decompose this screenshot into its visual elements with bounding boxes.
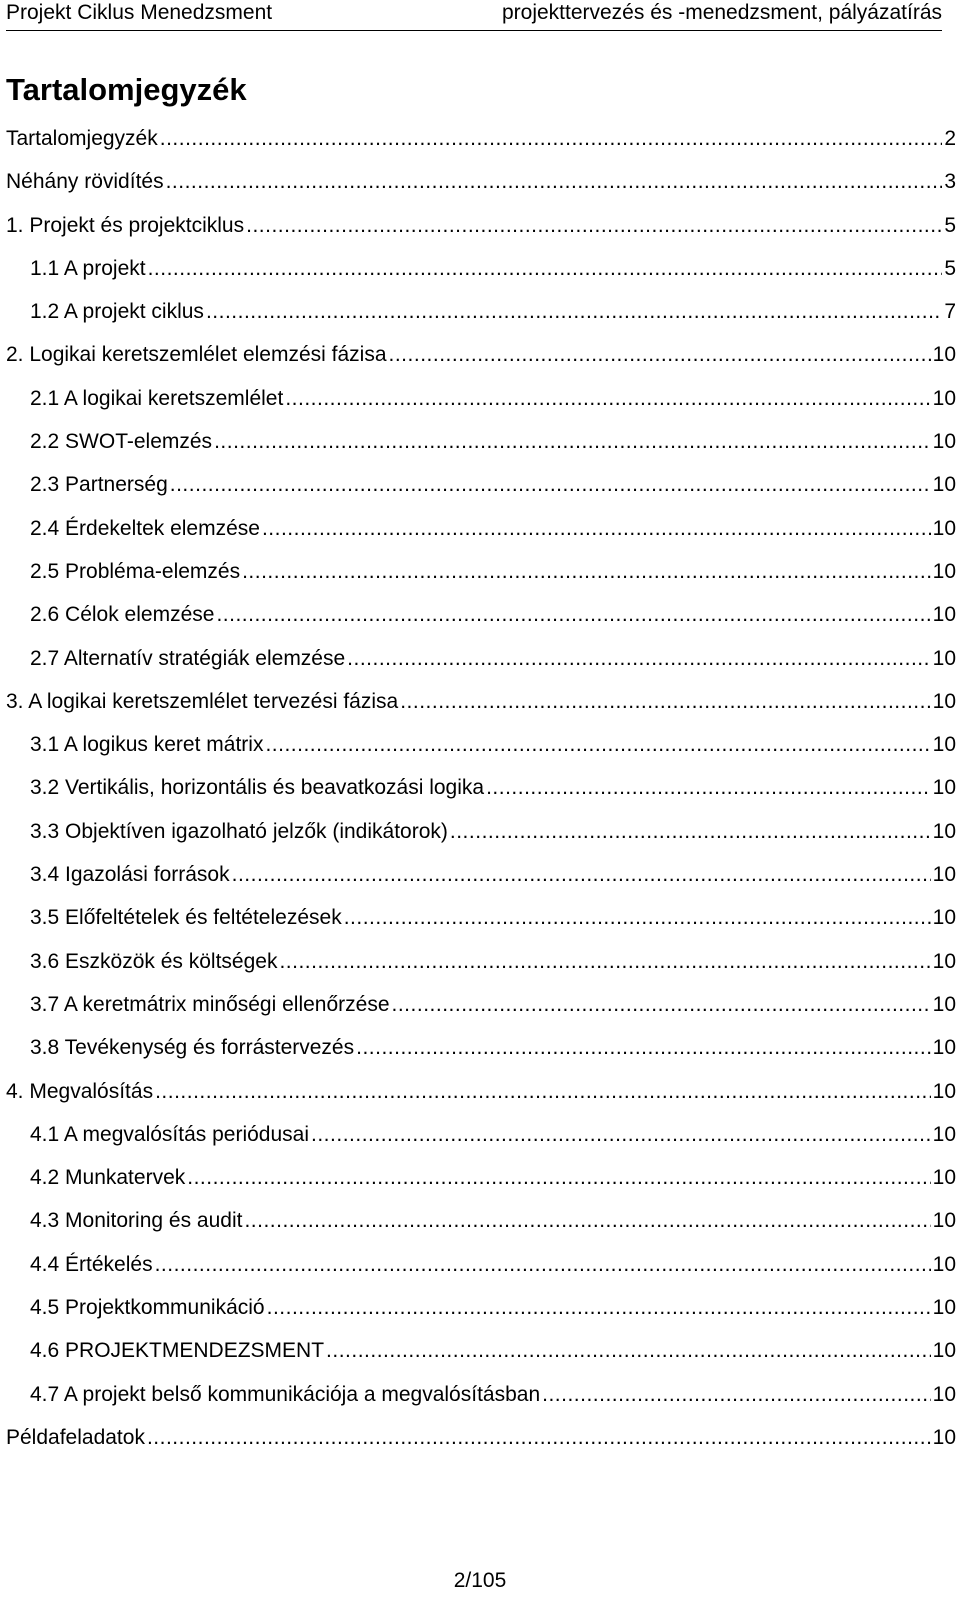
toc-entry[interactable] [6, 730, 956, 773]
toc-entry[interactable] [6, 297, 956, 340]
toc-entry[interactable] [6, 427, 956, 470]
toc-dot-leader [160, 124, 943, 154]
header-document-title: Projekt Ciklus Menedzsment [6, 1, 273, 24]
toc-entry-page: 10 [932, 603, 956, 627]
toc-entry-label: 3.5 Előfeltételek és feltételezések [30, 906, 342, 930]
toc-dot-leader [246, 211, 942, 241]
toc-entry-page: 10 [932, 1122, 956, 1146]
toc-entry[interactable] [6, 600, 956, 643]
toc-entry-page: 10 [932, 559, 956, 583]
toc-dot-leader [389, 340, 931, 370]
toc-entry-label: 3. A logikai keretszemlélet tervezési fázisa [6, 689, 399, 713]
toc-dot-leader [148, 254, 943, 284]
toc-entry-page: 10 [932, 733, 956, 757]
toc-entry-label: 4.1 A megvalósítás periódusai [30, 1122, 310, 1146]
toc-entry-label: 2.1 A logikai keretszemlélet [30, 386, 284, 410]
toc-entry-label: Néhány rövidítés [6, 170, 164, 194]
toc-entry-label: 4.5 Projektkommunikáció [30, 1296, 265, 1320]
toc-entry-page: 10 [932, 689, 956, 713]
toc-entry[interactable] [6, 1163, 956, 1206]
toc-entry-page: 10 [932, 1079, 956, 1103]
toc-dot-leader [187, 1163, 930, 1193]
toc-entry-label: 2. Logikai keretszemlélet elemzési fázisa [6, 343, 387, 367]
toc-dot-leader [206, 297, 942, 327]
toc-entry-page: 10 [932, 906, 956, 930]
toc-dot-leader [450, 817, 931, 847]
toc-entry-page: 7 [944, 300, 956, 324]
toc-entry[interactable] [6, 1250, 956, 1293]
toc-dot-leader [347, 644, 930, 674]
toc-entry[interactable] [6, 1206, 956, 1249]
toc-entry-page: 10 [932, 1209, 956, 1233]
toc-entry[interactable] [6, 384, 956, 427]
toc-entry-label: 3.6 Eszközök és költségek [30, 949, 278, 973]
toc-entry-label: 4.4 Értékelés [30, 1252, 153, 1276]
toc-entry[interactable] [6, 1077, 956, 1120]
toc-entry-page: 10 [932, 430, 956, 454]
toc-entry[interactable] [6, 1380, 956, 1423]
toc-entry[interactable] [6, 687, 956, 730]
toc-dot-leader [326, 1336, 931, 1366]
toc-dot-leader [155, 1250, 931, 1280]
toc-entry-page: 5 [944, 256, 956, 280]
toc-entry-page: 10 [932, 1252, 956, 1276]
toc-entry[interactable] [6, 1336, 956, 1379]
toc-entry-page: 10 [932, 386, 956, 410]
toc-entry-label: 2.2 SWOT-elemzés [30, 430, 213, 454]
toc-entry-page: 10 [932, 949, 956, 973]
toc-entry-label: 2.3 Partnerség [30, 473, 168, 497]
running-header [6, 0, 942, 31]
toc-dot-leader [166, 167, 943, 197]
toc-entry-page: 10 [932, 1166, 956, 1190]
toc-entry[interactable] [6, 254, 956, 297]
toc-entry-page: 10 [932, 1296, 956, 1320]
toc-entry[interactable] [6, 990, 956, 1033]
toc-entry-label: 3.4 Igazolási források [30, 863, 230, 887]
toc-dot-leader [170, 470, 931, 500]
toc-entry[interactable] [6, 644, 956, 687]
toc-entry[interactable] [6, 557, 956, 600]
toc-dot-leader [311, 1120, 931, 1150]
toc-entry-page: 10 [932, 992, 956, 1016]
toc-dot-leader [216, 600, 930, 630]
toc-entry-label: 1.2 A projekt ciklus [30, 300, 204, 324]
toc-entry-label: 3.2 Vertikális, horizontális és beavatkozási logika [30, 776, 485, 800]
toc-entry[interactable] [6, 1120, 956, 1163]
toc-entry[interactable] [6, 124, 956, 167]
toc-dot-leader [392, 990, 931, 1020]
toc-entry-page: 3 [944, 170, 956, 194]
toc-entry-label: 4.3 Monitoring és audit [30, 1209, 243, 1233]
toc-entry[interactable] [6, 947, 956, 990]
toc-entry[interactable] [6, 860, 956, 903]
toc-entry[interactable] [6, 514, 956, 557]
toc-entry-label: 3.7 A keretmátrix minőségi ellenőrzése [30, 992, 390, 1016]
toc-entry-page: 2 [944, 127, 956, 150]
toc-entry-page: 10 [932, 516, 956, 540]
toc-entry-page: 10 [932, 1036, 956, 1060]
toc-entry[interactable] [6, 773, 956, 816]
toc-dot-leader [356, 1033, 931, 1063]
toc-entry-label: 4.6 PROJEKTMENDEZSMENT [30, 1339, 325, 1363]
toc-entry-page: 10 [932, 1382, 956, 1406]
toc-entry[interactable] [6, 1293, 956, 1336]
toc-entry-label: 2.5 Probléma-elemzés [30, 559, 241, 583]
toc-dot-leader [344, 903, 931, 933]
header-document-subtitle: projekttervezés és -menedzsment, pályázatírás [501, 1, 942, 24]
toc-dot-leader [267, 1293, 931, 1323]
toc-entry-label: Példafeladatok [6, 1425, 145, 1449]
toc-entry-page: 10 [932, 1425, 956, 1449]
toc-entry-label: 2.7 Alternatív stratégiák elemzése [30, 646, 346, 670]
toc-entry[interactable] [6, 167, 956, 210]
toc-entry-label: Tartalomjegyzék [6, 127, 158, 150]
toc-entry[interactable] [6, 211, 956, 254]
toc-dot-leader [542, 1380, 931, 1410]
toc-entry-label: 1. Projekt és projektciklus [6, 213, 245, 237]
toc-dot-leader [214, 427, 931, 457]
toc-dot-leader [486, 773, 931, 803]
toc-dot-leader [265, 730, 930, 760]
toc-dot-leader [155, 1077, 931, 1107]
toc-entry-label: 3.3 Objektíven igazolható jelzők (indikátorok) [30, 819, 448, 843]
toc-dot-leader [279, 947, 930, 977]
toc-entry-page: 5 [944, 213, 956, 237]
toc-entry-label: 2.6 Célok elemzése [30, 603, 215, 627]
toc-dot-leader [242, 557, 931, 587]
toc-entry-page: 10 [932, 646, 956, 670]
toc-entry-label: 3.8 Tevékenység és forrástervezés [30, 1036, 355, 1060]
page-number: 2/105 [453, 1569, 507, 1592]
toc-entry-label: 4.7 A projekt belső kommunikációja a megvalósításban [30, 1382, 541, 1406]
toc-dot-leader [147, 1423, 931, 1453]
toc-entry-page: 10 [932, 343, 956, 367]
toc-dot-leader [244, 1206, 930, 1236]
toc-entry[interactable] [6, 903, 956, 946]
toc-dot-leader [400, 687, 930, 717]
toc-dot-leader [262, 514, 931, 544]
toc-entry-page: 10 [932, 819, 956, 843]
toc-entry-label: 2.4 Érdekeltek elemzése [30, 516, 260, 540]
toc-dot-leader [232, 860, 931, 890]
toc-entry-page: 10 [932, 1339, 956, 1363]
toc-entry[interactable] [6, 1423, 956, 1466]
toc-entry[interactable] [6, 817, 956, 860]
toc-entry-page: 10 [932, 863, 956, 887]
toc-entry-label: 3.1 A logikus keret mátrix [30, 733, 264, 757]
toc-dot-leader [285, 384, 930, 414]
toc-entry[interactable] [6, 470, 956, 513]
toc-entry-label: 1.1 A projekt [30, 256, 146, 280]
toc-entry[interactable] [6, 340, 956, 383]
toc-entry-label: 4. Megvalósítás [6, 1079, 154, 1103]
table-of-contents [6, 124, 956, 1466]
toc-entry-page: 10 [932, 473, 956, 497]
toc-entry[interactable] [6, 1033, 956, 1076]
toc-heading: Tartalomjegyzék [6, 72, 247, 107]
toc-entry-label: 4.2 Munkatervek [30, 1166, 186, 1190]
toc-entry-page: 10 [932, 776, 956, 800]
